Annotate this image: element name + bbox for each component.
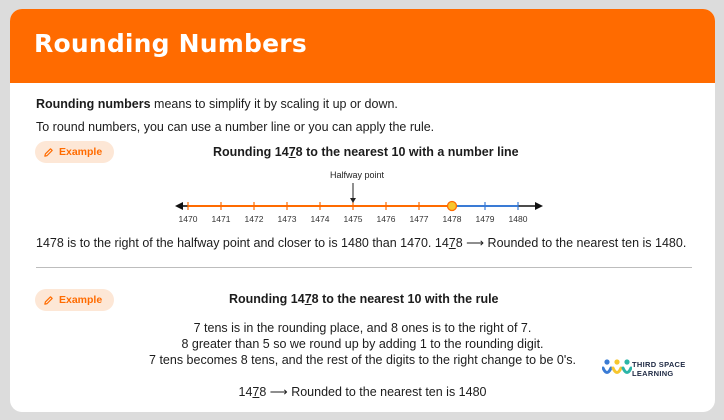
right-arrow-icon: [535, 202, 543, 210]
logo-line-2: LEARNING: [632, 369, 674, 378]
rule-line-3: 7 tens becomes 8 tens, and the rest of the digits to the right change to be 0's.: [149, 353, 576, 367]
example-1-heading-digit: 7: [288, 145, 296, 159]
example-1-conclusion: [36, 235, 686, 251]
third-space-learning-logo: [602, 357, 632, 381]
example-2-result-post: 8 ⟶ Rounded to the nearest ten is 1480: [259, 385, 487, 399]
tick-label-1471: 1471: [211, 214, 231, 224]
example-1-conclusion-digit: 7: [448, 236, 456, 250]
lesson-card: [10, 9, 715, 412]
tick-label-1470: 1470: [178, 214, 198, 224]
tick-label-1480: 1480: [508, 214, 528, 224]
example-2-result: [10, 384, 715, 400]
left-arrow-icon: [175, 202, 183, 210]
halfway-point-label: Halfway point: [329, 170, 385, 180]
example-1-pill-label: Example: [59, 146, 103, 158]
logo-line-1: THIRD SPACE: [632, 360, 686, 369]
intro-line-2: To round numbers, you can use a number line or you can apply the rule.: [36, 120, 435, 134]
header-banner: [10, 9, 715, 83]
page-title: Rounding Numbers: [34, 29, 307, 58]
example-1-conclusion-pre: 1478 is to the right of the halfway point and closer to is 1480 than 1470. 14: [36, 236, 449, 250]
example-2-pill: [35, 289, 114, 311]
intro-line-1-rest: means to simplify it by scaling it up or down.: [150, 97, 398, 111]
rule-line-1: 7 tens is in the rounding place, and 8 ones is to the right of 7.: [193, 321, 532, 335]
pencil-icon: [43, 147, 54, 158]
logo-text: [632, 360, 686, 378]
down-arrow-icon: [350, 198, 356, 203]
intro-line-1: [36, 96, 398, 112]
number-line: [10, 159, 715, 234]
example-1-conclusion-post: 8 ⟶ Rounded to the nearest ten is 1480.: [455, 236, 687, 250]
example-1-heading: [213, 145, 519, 159]
example-2-pill-label: Example: [59, 294, 103, 306]
tick-label-1473: 1473: [277, 214, 297, 224]
tick-label-1474: 1474: [310, 214, 330, 224]
marked-point-1478: [448, 202, 457, 211]
tick-label-1479: 1479: [475, 214, 495, 224]
example-2-result-pre: 14: [238, 385, 253, 399]
section-divider: [36, 267, 692, 268]
tick-label-1476: 1476: [376, 214, 396, 224]
example-1-heading-post: 8 to the nearest 10 with a number line: [295, 145, 519, 159]
example-2-heading-pre: Rounding 14: [229, 292, 305, 306]
pencil-icon: [43, 295, 54, 306]
example-2-heading-digit: 7: [304, 292, 312, 306]
tick-label-1478: 1478: [442, 214, 462, 224]
example-1-heading-pre: Rounding 14: [213, 145, 289, 159]
tick-label-1475: 1475: [343, 214, 363, 224]
rule-line-2: 8 greater than 5 so we round up by adding 1 to the rounding digit.: [181, 337, 544, 351]
example-2-heading: [229, 292, 499, 306]
example-2-heading-post: 8 to the nearest 10 with the rule: [311, 292, 499, 306]
example-2-result-digit: 7: [252, 385, 260, 399]
intro-bold-term: Rounding numbers: [36, 97, 151, 111]
tick-label-1472: 1472: [244, 214, 264, 224]
tick-label-1477: 1477: [409, 214, 429, 224]
